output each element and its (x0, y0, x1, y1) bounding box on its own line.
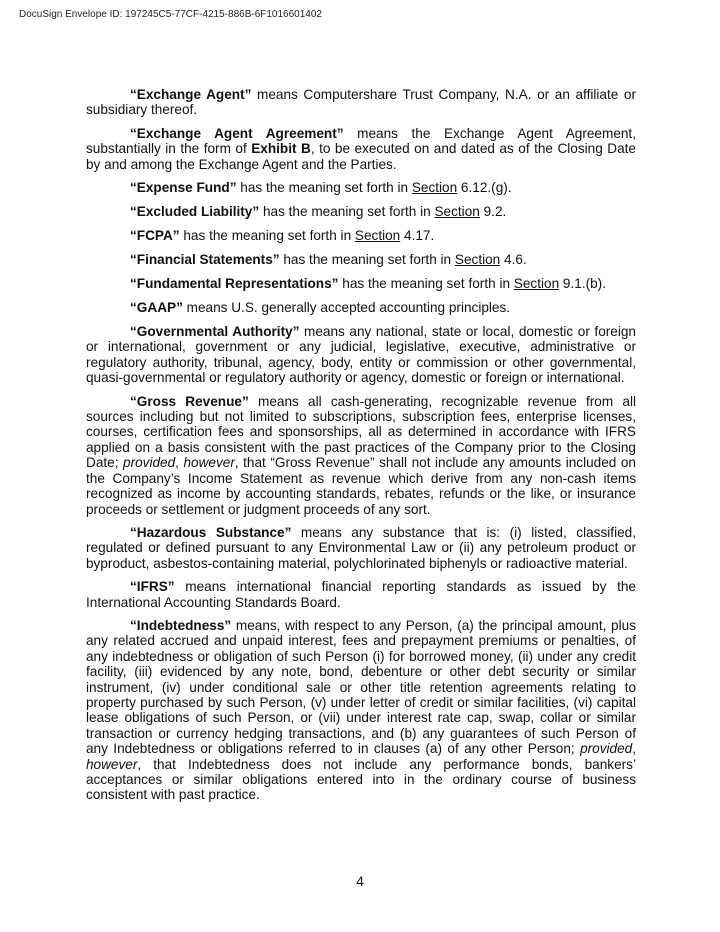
docusign-envelope-id: DocuSign Envelope ID: 197245C5-77CF-4215-886B-6F1016601402 (19, 9, 322, 20)
definition-gross-revenue (86, 394, 636, 517)
definition-fundamental-representations (86, 276, 636, 291)
section-link[interactable]: Section (411, 180, 458, 196)
section-number: 4.6. (500, 252, 527, 268)
definition-ifrs (86, 579, 636, 610)
section-link[interactable]: Section (354, 228, 401, 244)
definition-text: has the meaning set forth in (338, 276, 514, 292)
exhibit-reference: Exhibit B (251, 141, 311, 157)
definition-exchange-agent (86, 87, 636, 118)
defined-term: “Exchange Agent Agreement” (130, 125, 344, 141)
definition-expense-fund (86, 180, 636, 195)
defined-term: “Governmental Authority” (130, 324, 300, 340)
definition-exchange-agent-agreement (86, 126, 636, 172)
definition-financial-statements (86, 252, 636, 267)
page-number: 4 (356, 873, 364, 889)
definition-gaap (86, 300, 636, 315)
section-number: 6.12.(g). (457, 180, 512, 196)
definition-text: , that “Gross Revenue” shall not include any amounts included on the Company’s Income Statement as revenue which derive from any non-cash items recognized as income by accounting standards, rebates, refunds or the like, or insurance proceeds or settlement or judgment proceeds of any sort. (86, 455, 636, 517)
defined-term: “Gross Revenue” (130, 393, 249, 409)
proviso-provided: provided (123, 455, 176, 471)
definition-text: means international financial reporting standards as issued by the International Accounting Standards Board. (86, 579, 636, 610)
definition-text: has the meaning set forth in (236, 180, 412, 196)
defined-term: “GAAP” (130, 300, 183, 316)
definition-text: means Computershare Trust Company, N.A. or an affiliate or subsidiary thereof. (86, 87, 636, 118)
definition-text: , to be executed on and dated as of the Closing Date by and among the Exchange Agent and the Parties. (86, 141, 636, 172)
defined-term: “FCPA” (130, 228, 180, 244)
defined-term: “Financial Statements” (130, 252, 280, 268)
section-number: 4.17. (400, 228, 435, 244)
defined-term: “Indebtedness” (130, 617, 232, 633)
definition-text: means the Exchange Agent Agreement, substantially in the form of (86, 125, 636, 157)
defined-term: “Excluded Liability” (130, 204, 260, 220)
definition-text: has the meaning set forth in (259, 204, 435, 220)
definition-text: means any substance that is: (i) listed, classified, regulated or defined pursuant to any Environmental Law or (ii) any petroleum product or byproduct, asbestos-containing material, polychlorinated biphenyls or radioactive material. (86, 524, 636, 571)
definition-indebtedness (86, 618, 636, 803)
definition-governmental-authority (86, 324, 636, 386)
definition-text: means any national, state or local, domestic or foreign or international, government or any judicial, legislative, executive, administrative or regulatory authority, tribunal, agency, body, entity or commission or other governmental, quasi-governmental or regulatory authority or agency, domestic or foreign or international. (86, 324, 636, 386)
section-number: 9.2. (479, 204, 507, 220)
section-number: 9.1.(b). (559, 276, 606, 292)
definition-text: has the meaning set forth in (279, 252, 455, 268)
definition-excluded-liability (86, 204, 636, 219)
definition-text: means all cash-generating, recognizable revenue from all sources including but not limited to subscriptions, subscription fees, enterprise licenses, courses, certification fees and sponsorships, all as determined in accordance with IFRS applied on a basis consistent with the past practices of the Company prior to the Closing Date; (86, 393, 636, 471)
proviso-however: however (183, 455, 235, 471)
defined-term: “IFRS” (130, 579, 175, 595)
definition-text: has the meaning set forth in (179, 228, 355, 244)
punctuation: , (632, 741, 636, 757)
defined-term: “Exchange Agent” (130, 87, 252, 102)
definition-text: means U.S. generally accepted accounting principles. (182, 300, 511, 316)
definition-text: means, with respect to any Person, (a) the principal amount, plus any related accrued and unpaid interest, fees and prepayment premiums or penalties, of any indebtedness or obligation of such Person (i) for borrowed money, (ii) under any credit facility, (iii) evidenced by any note, bond, debenture or other debt security or similar instrument, (iv) under conditional sale or other title retention agreements relating to property purchased by such Person, (v) under letter of credit or similar facilities, (vi) capital lease obligations of such Person, or (vii) under interest rate cap, swap, collar or similar transaction or currency hedging transactions, and (b) any guarantees of such Person of any Indebtedness or obligations referred to in clauses (a) of any other Person; (86, 617, 636, 757)
section-link[interactable]: Section (513, 276, 560, 292)
defined-term: “Fundamental Representations” (130, 276, 339, 292)
section-link[interactable]: Section (434, 204, 480, 220)
defined-term: “Expense Fund” (130, 180, 237, 196)
punctuation: , (175, 455, 184, 471)
document-page (86, 87, 636, 811)
definition-hazardous-substance (86, 525, 636, 571)
definition-fcpa (86, 228, 636, 243)
defined-term: “Hazardous Substance” (130, 524, 292, 540)
section-link[interactable]: Section (454, 252, 501, 268)
proviso-provided: provided (580, 741, 633, 757)
definition-text: , that Indebtedness does not include any performance bonds, bankers’ acceptances or similar obligations entered into in the ordinary course of business consistent with past practice. (86, 756, 636, 803)
proviso-however: however (86, 756, 138, 772)
